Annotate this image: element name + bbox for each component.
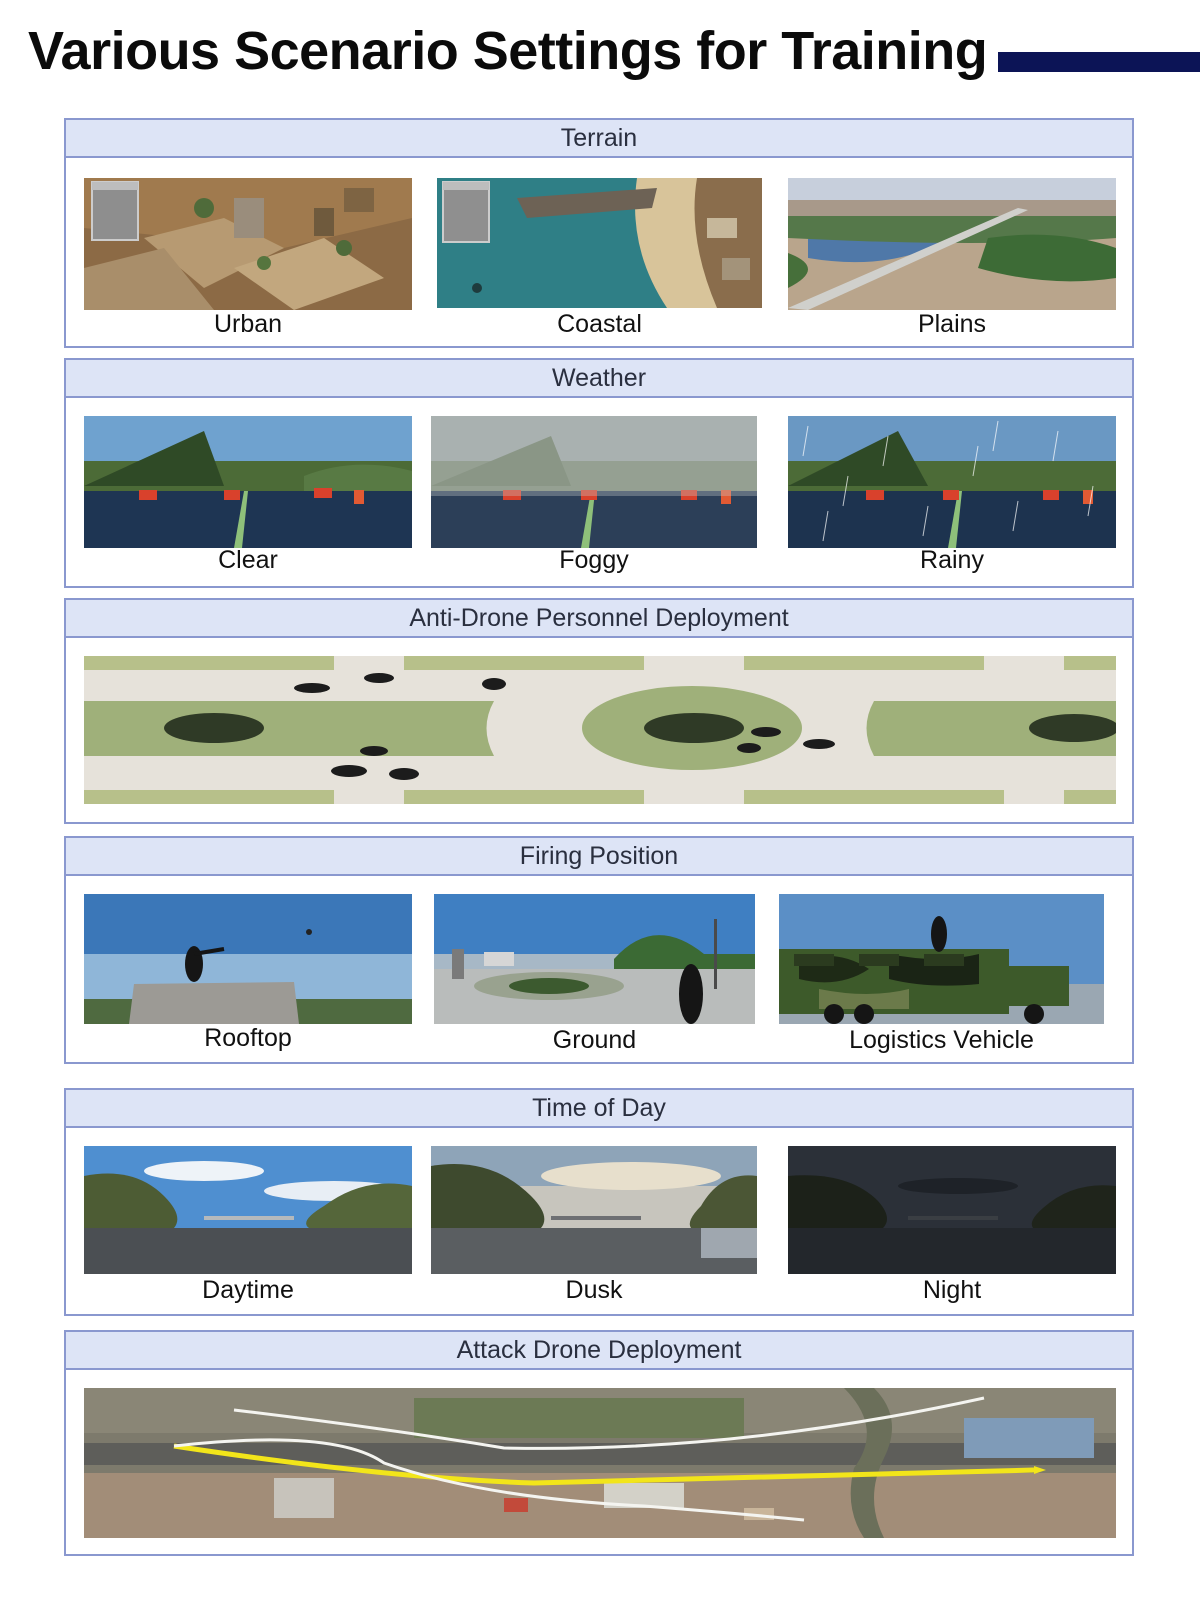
coastal-label: Coastal <box>557 310 642 338</box>
weather-header: Weather <box>66 360 1132 398</box>
urban-label: Urban <box>213 310 283 338</box>
urban-image <box>84 178 412 310</box>
personnel-panel <box>64 598 1134 824</box>
rainy-label: Rainy <box>920 546 984 574</box>
rainy-image <box>788 416 1116 548</box>
attack-drone-panel <box>64 1330 1134 1556</box>
logistics-vehicle-image <box>779 894 1104 1024</box>
dusk-label: Dusk <box>565 1276 623 1304</box>
attack-drone-header: Attack Drone Deployment <box>66 1332 1132 1370</box>
clear-image <box>84 416 412 548</box>
foggy-image <box>431 416 757 548</box>
firing-panel <box>64 836 1134 1064</box>
terrain-header: Terrain <box>66 120 1132 158</box>
terrain-panel <box>64 118 1134 348</box>
ground-label: Ground <box>552 1026 637 1054</box>
time-of-day-header: Time of Day <box>66 1090 1132 1128</box>
rooftop-label: Rooftop <box>204 1024 292 1052</box>
night-label: Night <box>922 1276 982 1304</box>
rooftop-image <box>84 894 412 1024</box>
page-title: Various Scenario Settings for Training <box>28 21 988 81</box>
firing-header: Firing Position <box>66 838 1132 876</box>
dusk-image <box>431 1146 757 1274</box>
personnel-image <box>84 656 1116 804</box>
night-image <box>788 1146 1116 1274</box>
clear-label: Clear <box>218 546 278 574</box>
personnel-header: Anti-Drone Personnel Deployment <box>66 600 1132 638</box>
logistics-vehicle-label: Logistics Vehicle <box>849 1026 1034 1054</box>
ground-image <box>434 894 755 1024</box>
weather-panel <box>64 358 1134 588</box>
time-of-day-panel <box>64 1088 1134 1316</box>
attack-drone-map-image <box>84 1388 1116 1538</box>
coastal-image <box>437 178 762 308</box>
plains-image <box>788 178 1116 310</box>
daytime-image <box>84 1146 412 1274</box>
foggy-label: Foggy <box>559 546 629 574</box>
title-accent-bar <box>998 52 1200 72</box>
daytime-label: Daytime <box>202 1276 294 1304</box>
plains-label: Plains <box>917 310 987 338</box>
